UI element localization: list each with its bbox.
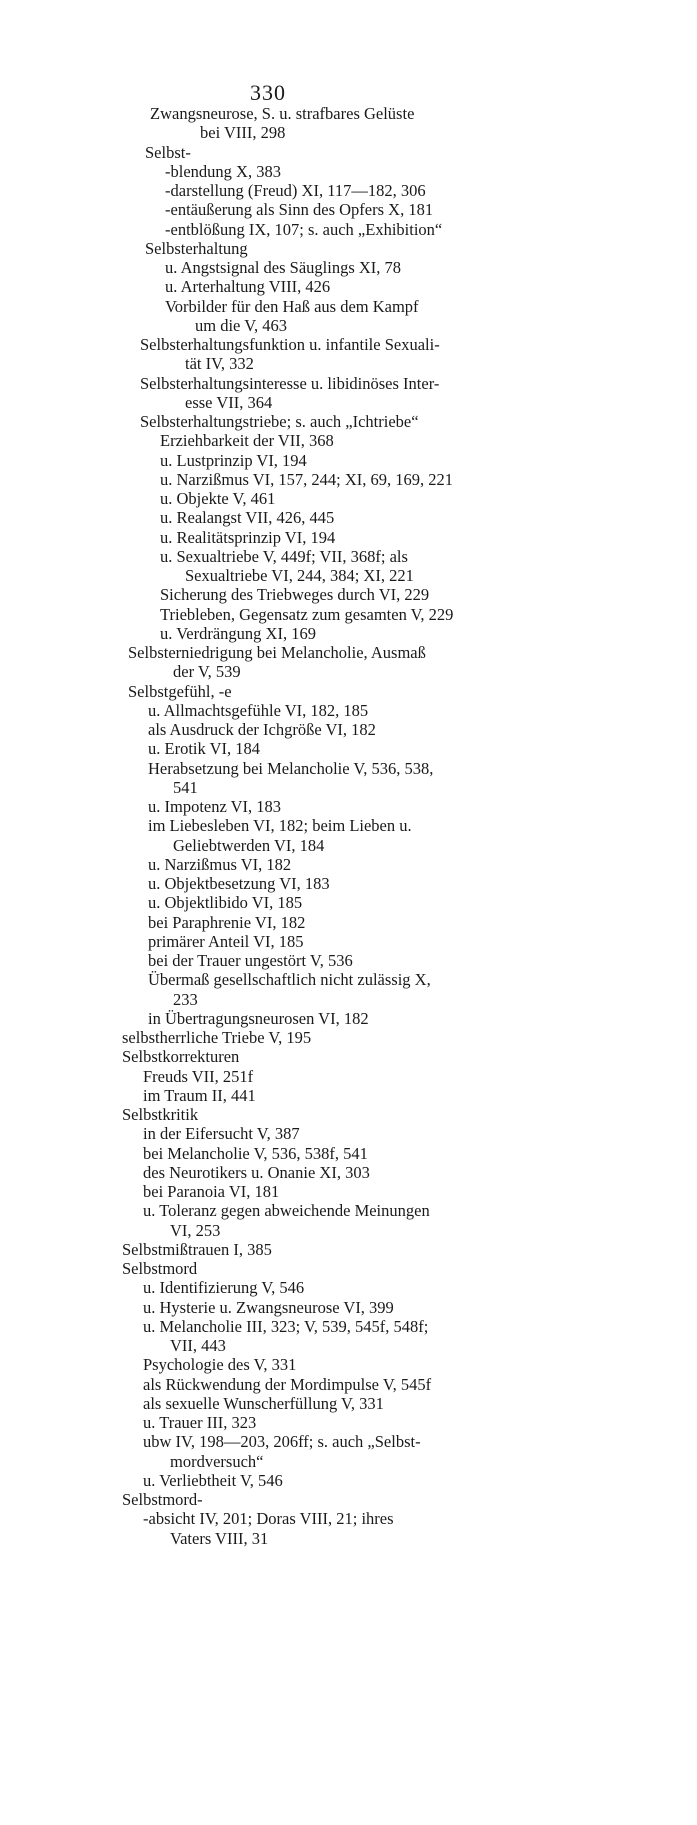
index-line: als sexuelle Wunscherfüllung V, 331 — [143, 1393, 384, 1413]
index-line: bei Paraphrenie VI, 182 — [148, 912, 306, 932]
index-line: Vaters VIII, 31 — [170, 1528, 269, 1548]
index-line: u. Realangst VII, 426, 445 — [160, 508, 335, 528]
index-line: als Rückwendung der Mordimpulse V, 545f — [143, 1374, 432, 1394]
index-line: 233 — [173, 989, 198, 1009]
index-line: bei Paranoia VI, 181 — [143, 1182, 280, 1201]
index-line: Selbsterhaltungsinteresse u. libidinöses Inter- — [140, 373, 440, 393]
index-line: u. Trauer III, 323 — [143, 1413, 257, 1432]
index-line: der V, 539 — [173, 662, 241, 682]
index-line: Selbsterniedrigung bei Melancholie, Ausmaß — [128, 643, 426, 662]
index-line: u. Objektbesetzung VI, 183 — [148, 874, 330, 893]
index-line: Selbst- — [145, 142, 191, 162]
index-line: um die V, 463 — [195, 315, 287, 335]
index-line: u. Arterhaltung VIII, 426 — [165, 277, 331, 297]
index-line: u. Identifizierung V, 546 — [143, 1278, 305, 1298]
index-line: u. Sexualtriebe V, 449f; VII, 368f; als — [160, 546, 408, 566]
index-line: u. Objekte V, 461 — [160, 489, 276, 508]
index-line: Herabsetzung bei Melancholie V, 536, 538, — [148, 758, 434, 778]
index-line: Selbsterhaltungsfunktion u. infantile Sexuali- — [140, 335, 440, 354]
index-line: u. Angstsignal des Säuglings XI, 78 — [165, 258, 402, 277]
index-entries — [0, 104, 697, 1548]
index-line: Vorbilder für den Haß aus dem Kampf — [165, 296, 419, 316]
index-line: Selbstmord- — [122, 1490, 203, 1509]
index-line: bei der Trauer ungestört V, 536 — [148, 951, 353, 970]
index-line: tät IV, 332 — [185, 354, 254, 374]
index-line: 541 — [173, 777, 198, 797]
index-line: in der Eifersucht V, 387 — [143, 1124, 300, 1144]
index-line: Freuds VII, 251f — [143, 1066, 254, 1086]
index-line: u. Narzißmus VI, 157, 244; XI, 69, 169, 221 — [160, 469, 454, 489]
index-line: u. Lustprinzip VI, 194 — [160, 450, 307, 470]
index-line: mordversuch“ — [170, 1451, 264, 1471]
index-line: u. Verliebtheit V, 546 — [143, 1470, 283, 1490]
index-line: -entblößung IX, 107; s. auch „Exhibition“ — [165, 219, 443, 239]
index-line: u. Toleranz gegen abweichende Meinungen — [143, 1201, 430, 1221]
index-line: Zwangsneurose, S. u. strafbares Gelüste — [150, 104, 415, 123]
index-line: u. Erotik VI, 184 — [148, 739, 260, 759]
index-line: u. Melancholie III, 323; V, 539, 545f, 548f; — [143, 1316, 429, 1336]
index-line: VII, 443 — [170, 1336, 226, 1355]
index-line: in Übertragungsneurosen VI, 182 — [148, 1008, 369, 1028]
index-line: primärer Anteil VI, 185 — [148, 931, 304, 951]
index-line: Selbstmord — [122, 1259, 198, 1278]
index-line: Psychologie des V, 331 — [143, 1355, 297, 1375]
index-line: bei Melancholie V, 536, 538f, 541 — [143, 1143, 368, 1163]
index-line: Erziehbarkeit der VII, 368 — [160, 431, 334, 451]
page-number: 330 — [250, 80, 286, 105]
index-line: Selbsterhaltungstriebe; s. auch „Ichtriebe“ — [140, 412, 419, 431]
index-line: -blendung X, 383 — [165, 161, 281, 181]
index-line: Übermaß gesellschaftlich nicht zulässig X, — [148, 970, 431, 990]
index-line: -absicht IV, 201; Doras VIII, 21; ihres — [143, 1509, 394, 1529]
index-line: u. Narzißmus VI, 182 — [148, 854, 292, 874]
index-line: u. Impotenz VI, 183 — [148, 797, 282, 816]
index-line: Geliebtwerden VI, 184 — [173, 835, 325, 855]
index-line: des Neurotikers u. Onanie XI, 303 — [143, 1162, 370, 1182]
index-line: Sexualtriebe VI, 244, 384; XI, 221 — [185, 566, 414, 585]
index-line: Triebleben, Gegensatz zum gesamten V, 229 — [160, 604, 454, 624]
index-line: Selbstkorrekturen — [122, 1047, 240, 1067]
index-line: u. Objektlibido VI, 185 — [148, 893, 303, 913]
index-line: im Traum II, 441 — [143, 1085, 256, 1105]
index-line: -entäußerung als Sinn des Opfers X, 181 — [165, 200, 434, 220]
index-line: ubw IV, 198—203, 206ff; s. auch „Selbst- — [143, 1432, 421, 1452]
index-line: VI, 253 — [170, 1220, 221, 1240]
index-line: Selbstmißtrauen I, 385 — [122, 1239, 272, 1259]
index-line: u. Verdrängung XI, 169 — [160, 623, 316, 643]
index-line: esse VII, 364 — [185, 392, 273, 412]
index-line: u. Realitätsprinzip VI, 194 — [160, 527, 336, 547]
index-line: selbstherrliche Triebe V, 195 — [122, 1028, 312, 1047]
index-line: Selbsterhaltung — [145, 238, 248, 258]
index-line: u. Hysterie u. Zwangsneurose VI, 399 — [143, 1297, 394, 1317]
index-line: -darstellung (Freud) XI, 117—182, 306 — [165, 181, 426, 200]
index-line: bei VIII, 298 — [200, 123, 286, 143]
index-line: u. Allmachtsgefühle VI, 182, 185 — [148, 700, 369, 720]
index-line: Selbstkritik — [122, 1105, 199, 1124]
index-line: als Ausdruck der Ichgröße VI, 182 — [148, 720, 376, 739]
index-line: Sicherung des Triebweges durch VI, 229 — [160, 585, 430, 605]
index-line: im Liebesleben VI, 182; beim Lieben u. — [148, 816, 412, 836]
index-line: Selbstgefühl, -e — [128, 681, 232, 701]
